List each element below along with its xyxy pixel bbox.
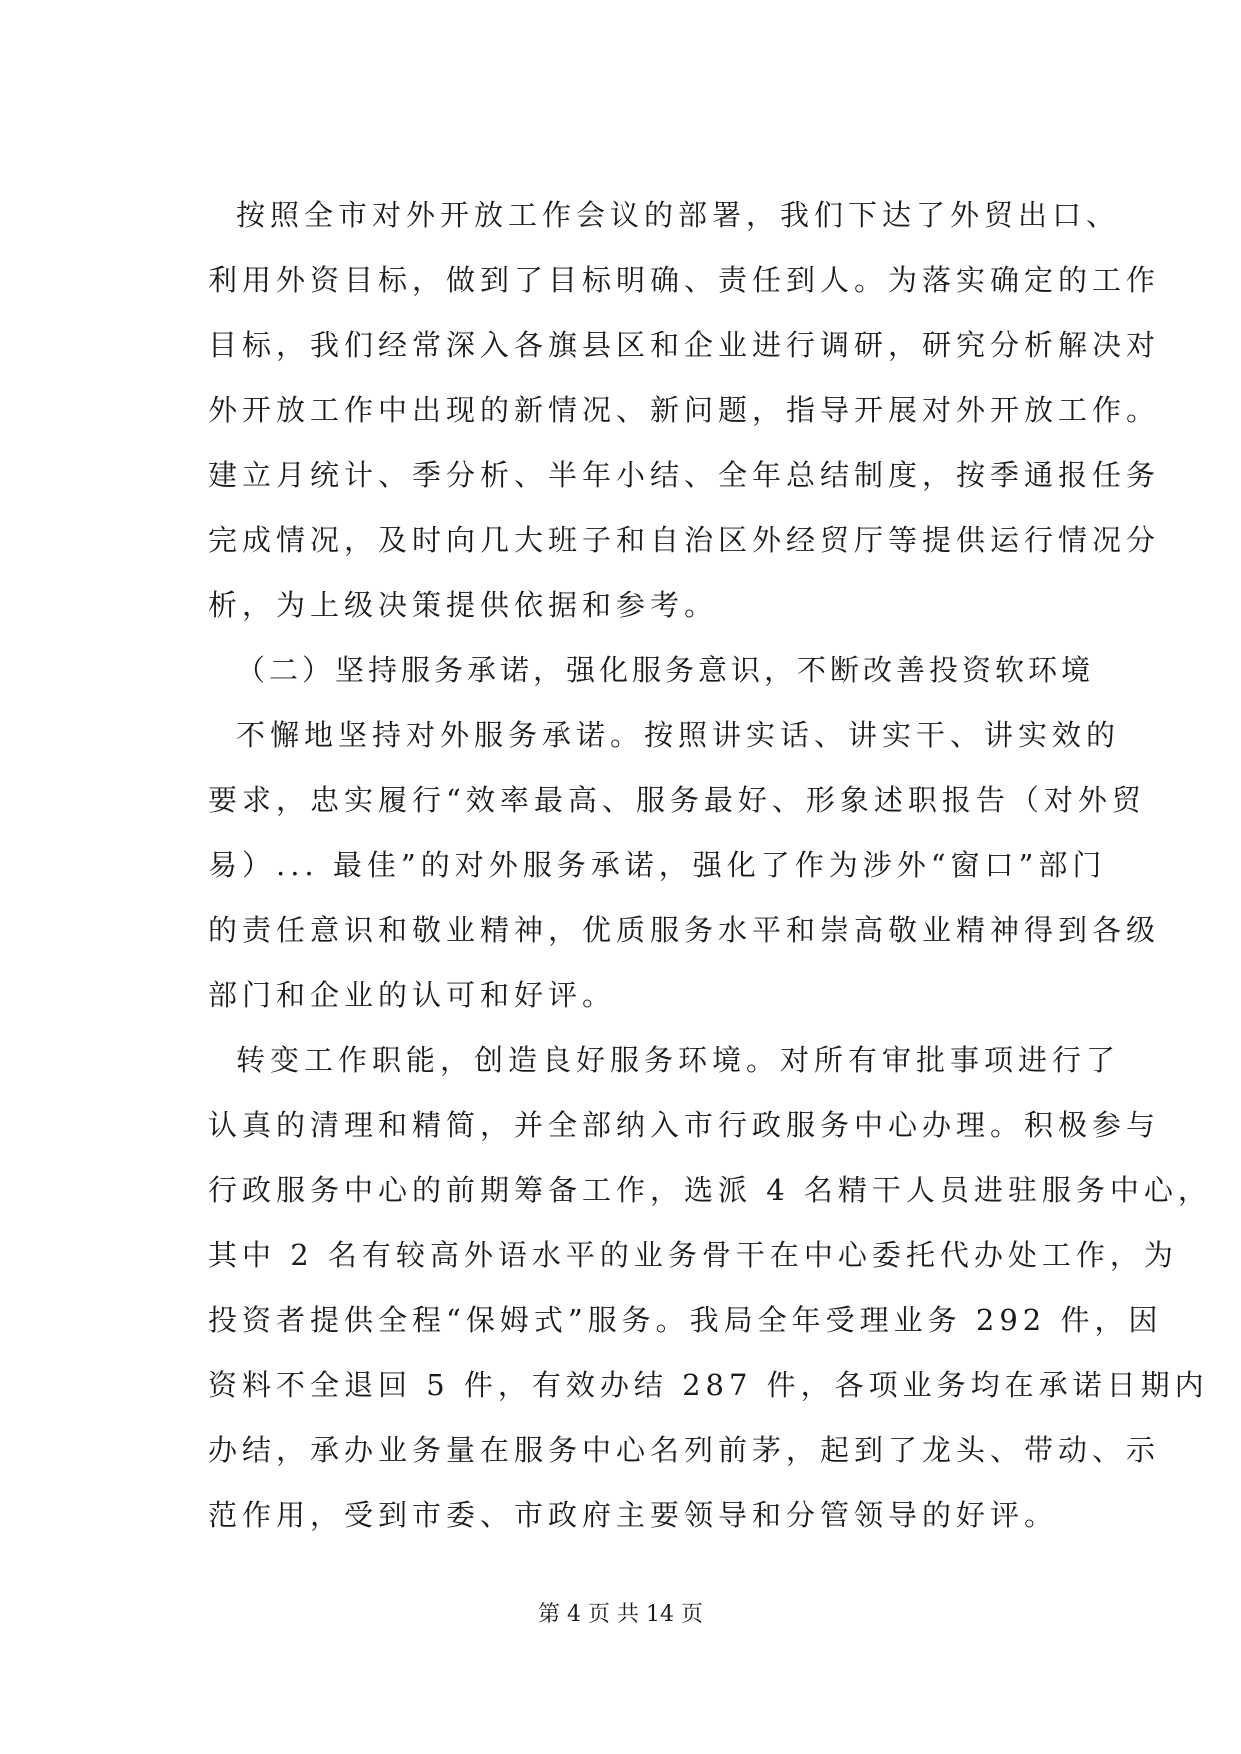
page-number: 第 4 页 共 14 页 <box>538 1602 703 1627</box>
text-line: 认真的清理和精简，并全部纳入市行政服务中心办理。积极参与 <box>208 1108 1161 1142</box>
text-line: 目标，我们经常深入各旗县区和企业进行调研，研究分析解决对 <box>208 328 1161 362</box>
text-line: 按照全市对外开放工作会议的部署，我们下达了外贸出口、 <box>236 198 1121 232</box>
text-line: 资料不全退回 5 件，有效办结 287 件，各项业务均在承诺日期内 <box>208 1368 1209 1402</box>
text-line: 完成情况，及时向几大班子和自治区外经贸厅等提供运行情况分 <box>208 523 1161 557</box>
text-line: 易）... 最佳”的对外服务承诺，强化了作为涉外“窗口”部门 <box>208 848 1107 882</box>
page-footer <box>0 1600 1241 1630</box>
text-line: 部门和企业的认可和好评。 <box>208 978 617 1012</box>
text-line: 转变工作职能，创造良好服务环境。对所有审批事项进行了 <box>236 1043 1121 1077</box>
text-line: 外开放工作中出现的新情况、新问题，指导开展对外开放工作。 <box>208 393 1161 427</box>
text-line: 范作用，受到市委、市政府主要领导和分管领导的好评。 <box>208 1498 1059 1532</box>
text-line: 办结，承办业务量在服务中心名列前茅，起到了龙头、带动、示 <box>208 1433 1161 1467</box>
section-heading: （二）坚持服务承诺，强化服务意识，不断改善投资软环境 <box>236 653 1095 687</box>
text-line: 不懈地坚持对外服务承诺。按照讲实话、讲实干、讲实效的 <box>236 718 1121 752</box>
text-line: 的责任意识和敬业精神，优质服务水平和崇高敬业精神得到各级 <box>208 913 1161 947</box>
text-line: 利用外资目标，做到了目标明确、责任到人。为落实确定的工作 <box>208 263 1161 297</box>
text-line: 其中 2 名有较高外语水平的业务骨干在中心委托代办处工作，为 <box>208 1238 1178 1272</box>
text-line: 投资者提供全程“保姆式”服务。我局全年受理业务 292 件，因 <box>208 1303 1163 1337</box>
text-line: 建立月统计、季分析、半年小结、全年总结制度，按季通报任务 <box>208 458 1161 492</box>
text-line: 行政服务中心的前期筹备工作，选派 4 名精干人员进驻服务中心， <box>208 1173 1212 1207</box>
text-line: 析，为上级决策提供依据和参考。 <box>208 588 719 622</box>
text-line: 要求，忠实履行“效率最高、服务最好、形象述职报告（对外贸 <box>208 783 1146 817</box>
